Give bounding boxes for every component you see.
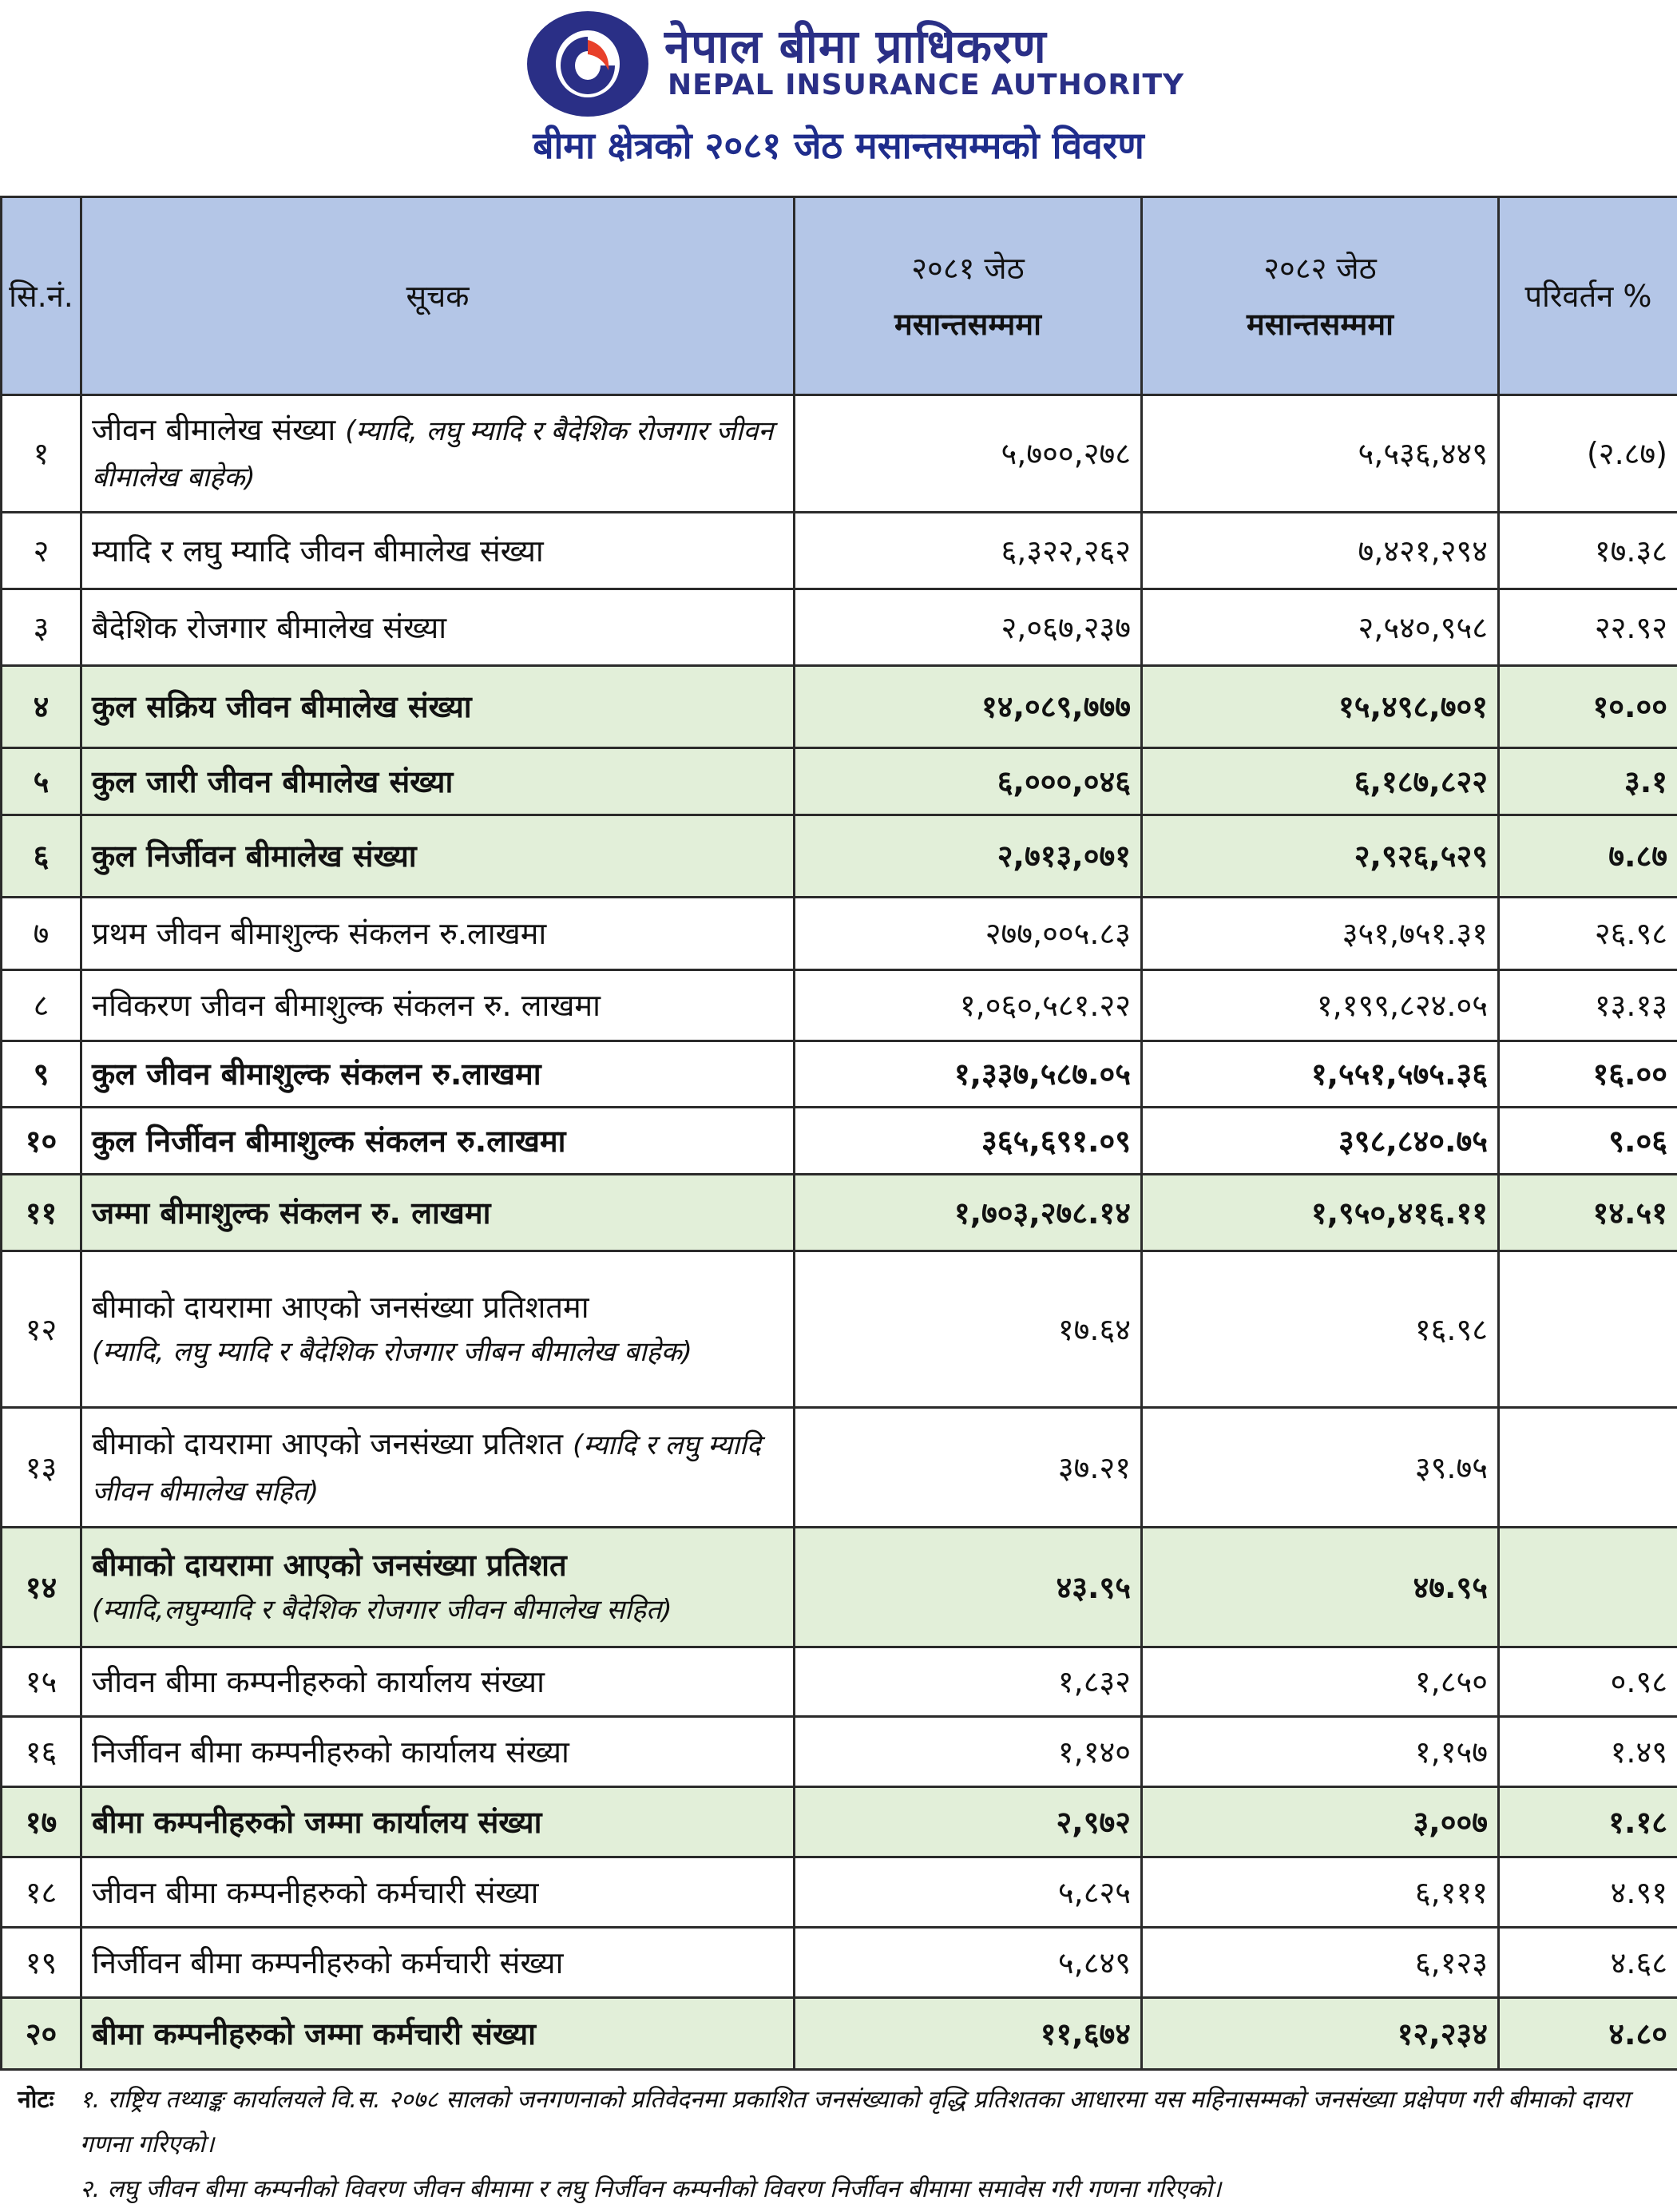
row-sn: १६ xyxy=(2,1717,81,1787)
change-percent: (२.८७) xyxy=(1499,395,1677,513)
table-row-highlight xyxy=(2,666,1677,748)
value-2081: १,०६०,५८१.२२ xyxy=(795,970,1142,1041)
value-2081: २,०६७,२३७ xyxy=(795,589,1142,666)
row-sn: १० xyxy=(2,1108,81,1175)
table-row-highlight xyxy=(2,1175,1677,1251)
value-2082: ६,१२३ xyxy=(1142,1928,1499,1998)
header-col1 xyxy=(795,197,1142,395)
change-percent: १४.५१ xyxy=(1499,1175,1677,1251)
value-2082: ६,१११ xyxy=(1142,1857,1499,1928)
value-2081: ५,८४९ xyxy=(795,1928,1142,1998)
change-percent: १.४९ xyxy=(1499,1717,1677,1787)
change-percent: १३.१३ xyxy=(1499,970,1677,1041)
value-2081: ३७.२१ xyxy=(795,1408,1142,1528)
table-row xyxy=(2,1928,1677,1998)
row-indicator xyxy=(81,1251,795,1408)
row-indicator xyxy=(81,1408,795,1528)
table-row xyxy=(2,1251,1677,1408)
header-change: परिवर्तन % xyxy=(1499,197,1677,395)
row-sn: ९ xyxy=(2,1041,81,1108)
row-sn: १५ xyxy=(2,1647,81,1717)
row-indicator xyxy=(81,395,795,513)
value-2082: २,५४०,९५८ xyxy=(1142,589,1499,666)
table-row-highlight xyxy=(2,1528,1677,1647)
value-2081: १,१४० xyxy=(795,1717,1142,1787)
table-row-highlight xyxy=(2,748,1677,815)
row-indicator: नविकरण जीवन बीमाशुल्क संकलन रु. लाखमा xyxy=(81,970,795,1041)
value-2082: २,९२६,५२९ xyxy=(1142,815,1499,898)
row-sn: ८ xyxy=(2,970,81,1041)
value-2082: ५,५३६,४४९ xyxy=(1142,395,1499,513)
value-2082: ४७.९५ xyxy=(1142,1528,1499,1647)
row-indicator: कुल सक्रिय जीवन बीमालेख संख्या xyxy=(81,666,795,748)
row-sn: ७ xyxy=(2,898,81,970)
row-indicator: बीमा कम्पनीहरुको जम्मा कर्मचारी संख्या xyxy=(81,1998,795,2070)
nia-logo-icon xyxy=(524,8,652,120)
row-indicator: निर्जीवन बीमा कम्पनीहरुको कार्यालय संख्या xyxy=(81,1717,795,1787)
change-percent: ७.८७ xyxy=(1499,815,1677,898)
value-2082: ३९.७५ xyxy=(1142,1408,1499,1528)
row-indicator: निर्जीवन बीमा कम्पनीहरुको कर्मचारी संख्या xyxy=(81,1928,795,1998)
row-indicator: जीवन बीमा कम्पनीहरुको कार्यालय संख्या xyxy=(81,1647,795,1717)
org-name-nepali: नेपाल बीमा प्राधिकरण xyxy=(664,13,1047,76)
value-2082: ६,१८७,८२२ xyxy=(1142,748,1499,815)
insurance-data-table xyxy=(0,196,1677,2071)
indicator-note: (म्यादि र लघु म्यादि जीवन बीमालेख सहित) xyxy=(92,1429,761,1508)
change-percent: ३.१ xyxy=(1499,748,1677,815)
row-sn: २ xyxy=(2,513,81,589)
value-2082: १,१९९,८२४.०५ xyxy=(1142,970,1499,1041)
change-percent: २२.९२ xyxy=(1499,589,1677,666)
table-row xyxy=(2,1108,1677,1175)
value-2081: ५,८२५ xyxy=(795,1857,1142,1928)
row-indicator xyxy=(81,1528,795,1647)
row-indicator: जम्मा बीमाशुल्क संकलन रु. लाखमा xyxy=(81,1175,795,1251)
value-2081: ६,०००,०४६ xyxy=(795,748,1142,815)
header-col2-line1: २०८२ जेठ xyxy=(1144,240,1497,296)
table-row xyxy=(2,1857,1677,1928)
row-indicator: बीमा कम्पनीहरुको जम्मा कार्यालय संख्या xyxy=(81,1787,795,1857)
value-2081: ६,३२२,२६२ xyxy=(795,513,1142,589)
table-row-highlight xyxy=(2,1998,1677,2070)
change-percent: २६.९८ xyxy=(1499,898,1677,970)
header-col2-line2: मसान्तसम्ममा xyxy=(1144,296,1497,352)
value-2081: ५,७००,२७८ xyxy=(795,395,1142,513)
value-2082: ७,४२१,२९४ xyxy=(1142,513,1499,589)
value-2081: १,८३२ xyxy=(795,1647,1142,1717)
change-percent: १०.०० xyxy=(1499,666,1677,748)
page-title: बीमा क्षेत्रको २०८१ जेठ मसान्तसम्मको विवरण xyxy=(0,120,1677,169)
notes-label: नोटः xyxy=(18,2078,54,2123)
note-2: २. लघु जीवन बीमा कम्पनीको विवरण जीवन बीमामा र लघु निर्जीवन कम्पनीको विवरण निर्जीवन बीमामा समावेस गरी गणना गरिएको। xyxy=(80,2167,1661,2212)
change-percent: ०.९८ xyxy=(1499,1647,1677,1717)
value-2081: १,३३७,५८७.०५ xyxy=(795,1041,1142,1108)
org-name-english: NEPAL INSURANCE AUTHORITY xyxy=(668,69,1184,101)
row-indicator: कुल जीवन बीमाशुल्क संकलन रु.लाखमा xyxy=(81,1041,795,1108)
indicator-text: बीमाको दायरामा आएको जनसंख्या प्रतिशत xyxy=(92,1543,783,1588)
value-2081: ३६५,६९१.०९ xyxy=(795,1108,1142,1175)
row-sn: ५ xyxy=(2,748,81,815)
table-header-row xyxy=(2,197,1677,395)
header-col1-line2: मसान्तसम्ममा xyxy=(796,296,1140,352)
value-2082: ३,००७ xyxy=(1142,1787,1499,1857)
table-row xyxy=(2,970,1677,1041)
row-sn: १७ xyxy=(2,1787,81,1857)
value-2082: १,१५७ xyxy=(1142,1717,1499,1787)
value-2082: १,८५० xyxy=(1142,1647,1499,1717)
change-percent xyxy=(1499,1528,1677,1647)
row-sn: ३ xyxy=(2,589,81,666)
value-2082: १५,४९८,७०१ xyxy=(1142,666,1499,748)
value-2082: १६.९८ xyxy=(1142,1251,1499,1408)
change-percent xyxy=(1499,1251,1677,1408)
indicator-text: जीवन बीमालेख संख्या xyxy=(92,412,335,447)
table-row xyxy=(2,1041,1677,1108)
value-2081: १४,०८९,७७७ xyxy=(795,666,1142,748)
value-2082: १,५५१,५७५.३६ xyxy=(1142,1041,1499,1108)
indicator-text: बीमाको दायरामा आएको जनसंख्या प्रतिशतमा xyxy=(92,1285,783,1330)
value-2081: १,७०३,२७८.१४ xyxy=(795,1175,1142,1251)
row-indicator: कुल निर्जीवन बीमालेख संख्या xyxy=(81,815,795,898)
header-indicator: सूचक xyxy=(81,197,795,395)
value-2081: २७७,००५.८३ xyxy=(795,898,1142,970)
row-indicator: कुल जारी जीवन बीमालेख संख्या xyxy=(81,748,795,815)
table-row xyxy=(2,1647,1677,1717)
table-row-highlight xyxy=(2,1787,1677,1857)
table-row xyxy=(2,1408,1677,1528)
change-percent: ४.९१ xyxy=(1499,1857,1677,1928)
header-col2 xyxy=(1142,197,1499,395)
indicator-note: (म्यादि,लघुम्यादि र बैदेशिक रोजगार जीवन बीमालेख सहित) xyxy=(92,1588,783,1632)
value-2082: १२,२३४ xyxy=(1142,1998,1499,2070)
row-sn: १ xyxy=(2,395,81,513)
header-sn: सि.नं. xyxy=(2,197,81,395)
table-row xyxy=(2,395,1677,513)
value-2081: १७.६४ xyxy=(795,1251,1142,1408)
value-2081: ४३.९५ xyxy=(795,1528,1142,1647)
row-indicator: प्रथम जीवन बीमाशुल्क संकलन रु.लाखमा xyxy=(81,898,795,970)
row-indicator: बैदेशिक रोजगार बीमालेख संख्या xyxy=(81,589,795,666)
value-2082: १,९५०,४१६.११ xyxy=(1142,1175,1499,1251)
row-indicator: जीवन बीमा कम्पनीहरुको कर्मचारी संख्या xyxy=(81,1857,795,1928)
change-percent xyxy=(1499,1408,1677,1528)
table-row-highlight xyxy=(2,815,1677,898)
value-2081: २,९७२ xyxy=(795,1787,1142,1857)
table-row xyxy=(2,589,1677,666)
row-sn: ११ xyxy=(2,1175,81,1251)
header xyxy=(0,0,1677,192)
row-sn: ४ xyxy=(2,666,81,748)
table-row xyxy=(2,898,1677,970)
table-row xyxy=(2,513,1677,589)
row-sn: ६ xyxy=(2,815,81,898)
row-indicator: कुल निर्जीवन बीमाशुल्क संकलन रु.लाखमा xyxy=(81,1108,795,1175)
value-2082: ३५१,७५१.३१ xyxy=(1142,898,1499,970)
change-percent: १.१८ xyxy=(1499,1787,1677,1857)
change-percent: ४.६८ xyxy=(1499,1928,1677,1998)
change-percent: १७.३८ xyxy=(1499,513,1677,589)
row-sn: १२ xyxy=(2,1251,81,1408)
value-2082: ३९८,८४०.७५ xyxy=(1142,1108,1499,1175)
value-2081: ११,६७४ xyxy=(795,1998,1142,2070)
row-sn: १४ xyxy=(2,1528,81,1647)
indicator-text: बीमाको दायरामा आएको जनसंख्या प्रतिशत xyxy=(92,1426,563,1461)
change-percent: १६.०० xyxy=(1499,1041,1677,1108)
note-1: १. राष्ट्रिय तथ्याङ्क कार्यालयले वि.स. २०७८ सालको जनगणनाको प्रतिवेदनमा प्रकाशित जनसंख्याको वृद्धि प्रतिशतका आधारमा यस महिनासम्मको जनसंख्या प्रक्षेपण गरी बीमाको दायरा गणना गरिएको। xyxy=(80,2078,1661,2167)
row-sn: १९ xyxy=(2,1928,81,1998)
row-sn: १३ xyxy=(2,1408,81,1528)
indicator-note: (म्यादि, लघु म्यादि र बैदेशिक रोजगार जीबन बीमालेख बाहेक) xyxy=(92,1330,783,1374)
table-row xyxy=(2,1717,1677,1787)
row-indicator: म्यादि र लघु म्यादि जीवन बीमालेख संख्या xyxy=(81,513,795,589)
value-2081: २,७१३,०७१ xyxy=(795,815,1142,898)
change-percent: ९.०६ xyxy=(1499,1108,1677,1175)
row-sn: २० xyxy=(2,1998,81,2070)
row-sn: १८ xyxy=(2,1857,81,1928)
change-percent: ४.८० xyxy=(1499,1998,1677,2070)
indicator-note: (म्यादि, लघु म्यादि र बैदेशिक रोजगार जीवन बीमालेख बाहेक) xyxy=(92,415,773,494)
header-col1-line1: २०८१ जेठ xyxy=(796,240,1140,296)
